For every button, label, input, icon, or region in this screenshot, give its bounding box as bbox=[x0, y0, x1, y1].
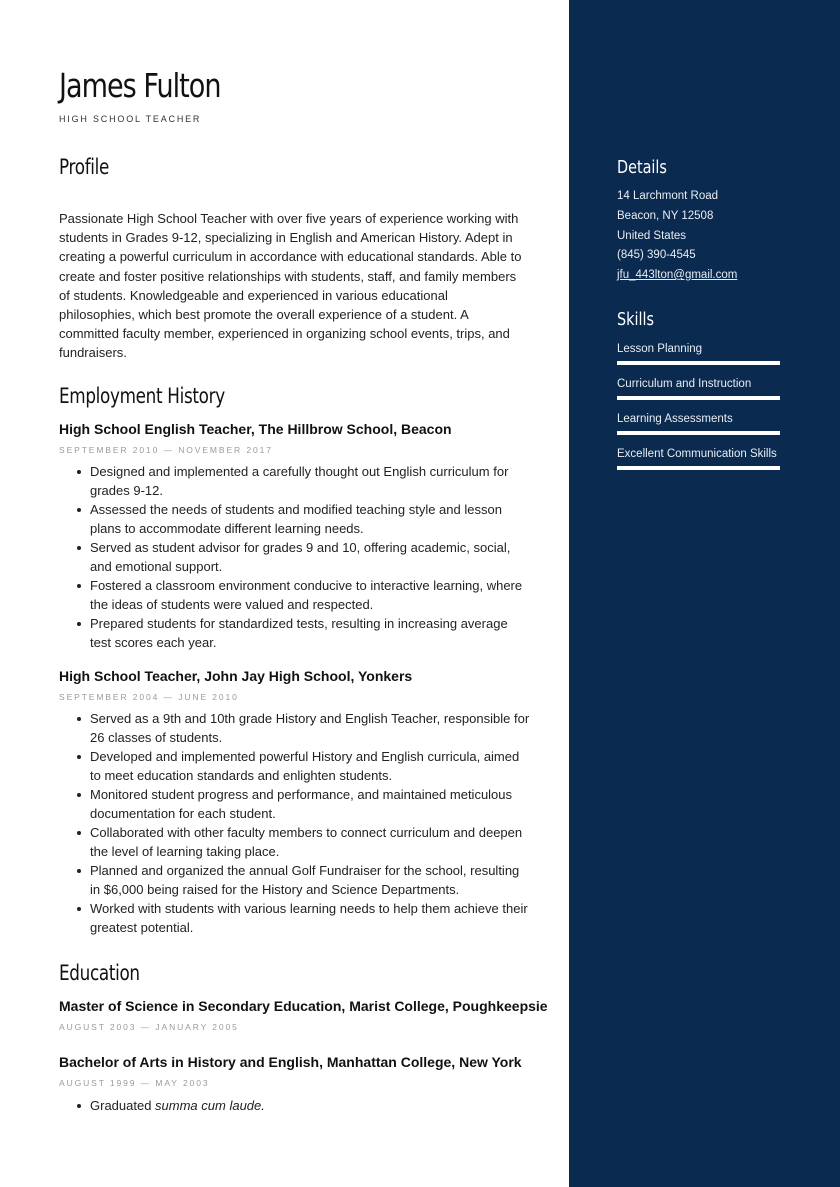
education-1-title: Master of Science in Secondary Education, Marist College, Poughkeepsie bbox=[59, 998, 548, 1014]
details-heading: Details bbox=[617, 157, 667, 178]
honors-prefix: Graduated bbox=[90, 1098, 156, 1113]
list-item: Assessed the needs of students and modified teaching style and lesson plans to accommodate different learning needs. bbox=[90, 500, 530, 538]
honors-text: summa cum laude. bbox=[155, 1098, 265, 1113]
education-heading: Education bbox=[59, 961, 140, 985]
candidate-name: James Fulton bbox=[59, 66, 221, 105]
list-item: Designed and implemented a carefully thought out English curriculum for grades 9-12. bbox=[90, 462, 530, 500]
job-title: HIGH SCHOOL TEACHER bbox=[59, 114, 202, 124]
job-1-bullets bbox=[59, 462, 530, 652]
address-line-1: 14 Larchmont Road bbox=[617, 190, 719, 202]
list-item: Monitored student progress and performance, and maintained meticulous documentation for each student. bbox=[90, 785, 530, 823]
skill-label: Excellent Communication Skills bbox=[617, 448, 777, 460]
education-2-bullets bbox=[59, 1096, 530, 1115]
skill-bar bbox=[617, 396, 780, 400]
education-1-dates: AUGUST 2003 — JANUARY 2005 bbox=[59, 1022, 239, 1032]
job-2-bullets bbox=[59, 709, 530, 937]
profile-heading: Profile bbox=[59, 155, 109, 179]
skill-label: Lesson Planning bbox=[617, 343, 703, 355]
education-2-title: Bachelor of Arts in History and English, Manhattan College, New York bbox=[59, 1054, 522, 1070]
education-2-dates: AUGUST 1999 — MAY 2003 bbox=[59, 1078, 210, 1088]
list-item: Served as a 9th and 10th grade History and English Teacher, responsible for 26 classes of students. bbox=[90, 711, 530, 745]
list-item: Served as student advisor for grades 9 and 10, offering academic, social, and emotional support. bbox=[90, 538, 530, 576]
job-1-dates: SEPTEMBER 2010 — NOVEMBER 2017 bbox=[59, 445, 273, 455]
job-2-title: High School Teacher, John Jay High School, Yonkers bbox=[59, 668, 413, 684]
list-item: Prepared students for standardized tests, resulting in increasing average test scores each year. bbox=[90, 614, 530, 652]
sidebar bbox=[569, 0, 840, 1187]
list-item: Developed and implemented powerful History and English curricula, aimed to meet education standards and enlighten students. bbox=[90, 747, 530, 785]
skill-label: Curriculum and Instruction bbox=[617, 378, 752, 390]
list-item: Planned and organized the annual Golf Fundraiser for the school, resulting in $6,000 being raised for the History and Science Departments. bbox=[90, 861, 530, 899]
country: United States bbox=[617, 230, 687, 242]
list-item bbox=[90, 1096, 530, 1115]
job-1-title: High School English Teacher, The Hillbrow School, Beacon bbox=[59, 421, 452, 437]
list-item: Collaborated with other faculty members to connect curriculum and deepen the level of learning taking place. bbox=[90, 823, 530, 861]
skill-bar bbox=[617, 361, 780, 365]
list-item: Fostered a classroom environment conducive to interactive learning, where the ideas of students were valued and respected. bbox=[90, 576, 530, 614]
phone: (845) 390-4545 bbox=[617, 249, 696, 261]
skill-bar bbox=[617, 431, 780, 435]
skill-label: Learning Assessments bbox=[617, 413, 733, 425]
list-item: Worked with students with various learning needs to help them achieve their greatest potential. bbox=[90, 899, 530, 937]
job-2-dates: SEPTEMBER 2004 — JUNE 2010 bbox=[59, 692, 239, 702]
profile-text: Passionate High School Teacher with over five years of experience working with students in Grades 9-12, specializing in English and American History. Adept in creating a powerful curriculum in accordance with educational standards. Able to create and foster positive relationships with students, staff, and family members of students. Knowledgeable and experienced in various educational philosophies, which best promote the overall experience of a student. A committed faculty member, experienced in organizing school events, trips, and fundraisers. bbox=[59, 211, 522, 361]
employment-heading: Employment History bbox=[59, 384, 225, 408]
email-link[interactable]: jfu_443lton@gmail.com bbox=[617, 269, 738, 281]
address-line-2: Beacon, NY 12508 bbox=[617, 210, 714, 222]
skill-bar bbox=[617, 466, 780, 470]
skills-heading: Skills bbox=[617, 309, 654, 330]
